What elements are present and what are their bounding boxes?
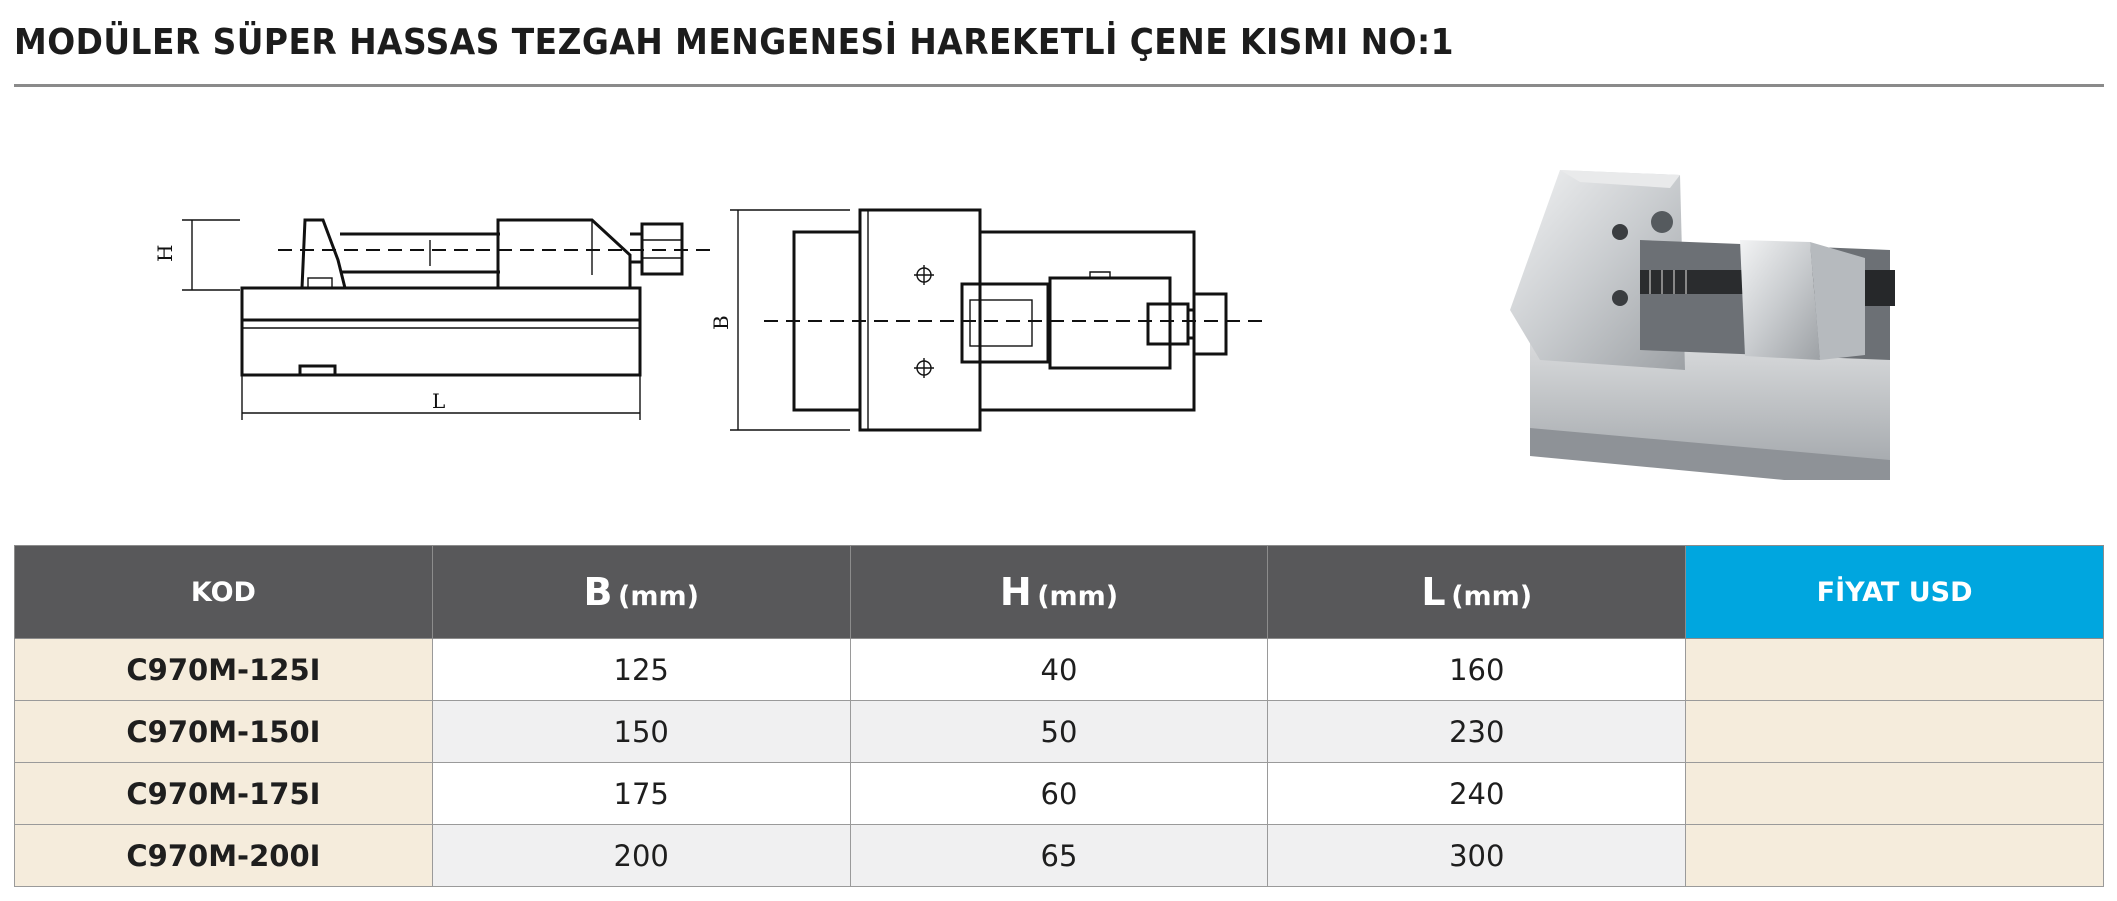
l-dimension-label: L xyxy=(432,389,446,413)
cell-l: 300 xyxy=(1268,825,1686,887)
cell-l: 160 xyxy=(1268,639,1686,701)
table-row xyxy=(15,639,2104,701)
product-photo xyxy=(1470,160,1910,480)
header-price xyxy=(1686,546,2104,639)
page-title: MODÜLER SÜPER HASSAS TEZGAH MENGENESİ HAREKETLİ ÇENE KISMI NO:1 xyxy=(14,22,1454,63)
cell-kod: C970M-150I xyxy=(15,701,433,763)
cell-b: 175 xyxy=(432,763,850,825)
header-b xyxy=(432,546,850,639)
table-row xyxy=(15,701,2104,763)
cell-price xyxy=(1686,639,2104,701)
spec-table xyxy=(14,545,2104,887)
table-header-row xyxy=(15,546,2104,639)
cell-l: 230 xyxy=(1268,701,1686,763)
cell-h: 50 xyxy=(850,701,1268,763)
header-h-unit: (mm) xyxy=(1037,581,1119,612)
cell-kod: C970M-200I xyxy=(15,825,433,887)
table-row xyxy=(15,763,2104,825)
cell-h: 65 xyxy=(850,825,1268,887)
cell-b: 200 xyxy=(432,825,850,887)
h-dimension-label: H xyxy=(153,244,177,262)
cell-h: 60 xyxy=(850,763,1268,825)
header-b-unit: (mm) xyxy=(617,581,699,612)
header-h xyxy=(850,546,1268,639)
header-price-label: FİYAT USD xyxy=(1816,576,1973,608)
header-l xyxy=(1268,546,1686,639)
header-kod xyxy=(15,546,433,639)
b-dimension-label: B xyxy=(709,315,733,330)
side-view-drawing xyxy=(140,200,720,430)
title-divider xyxy=(14,84,2104,87)
cell-kod: C970M-125I xyxy=(15,639,433,701)
header-l-label: L xyxy=(1421,570,1446,614)
cell-h: 40 xyxy=(850,639,1268,701)
cell-kod: C970M-175I xyxy=(15,763,433,825)
cell-b: 150 xyxy=(432,701,850,763)
table-row xyxy=(15,825,2104,887)
cell-price xyxy=(1686,825,2104,887)
header-b-label: B xyxy=(583,570,613,614)
cell-b: 125 xyxy=(432,639,850,701)
cell-price xyxy=(1686,701,2104,763)
cell-l: 240 xyxy=(1268,763,1686,825)
header-kod-label: KOD xyxy=(190,576,256,608)
top-view-drawing xyxy=(700,200,1280,440)
header-h-label: H xyxy=(999,570,1032,614)
header-l-unit: (mm) xyxy=(1451,581,1533,612)
cell-price xyxy=(1686,763,2104,825)
